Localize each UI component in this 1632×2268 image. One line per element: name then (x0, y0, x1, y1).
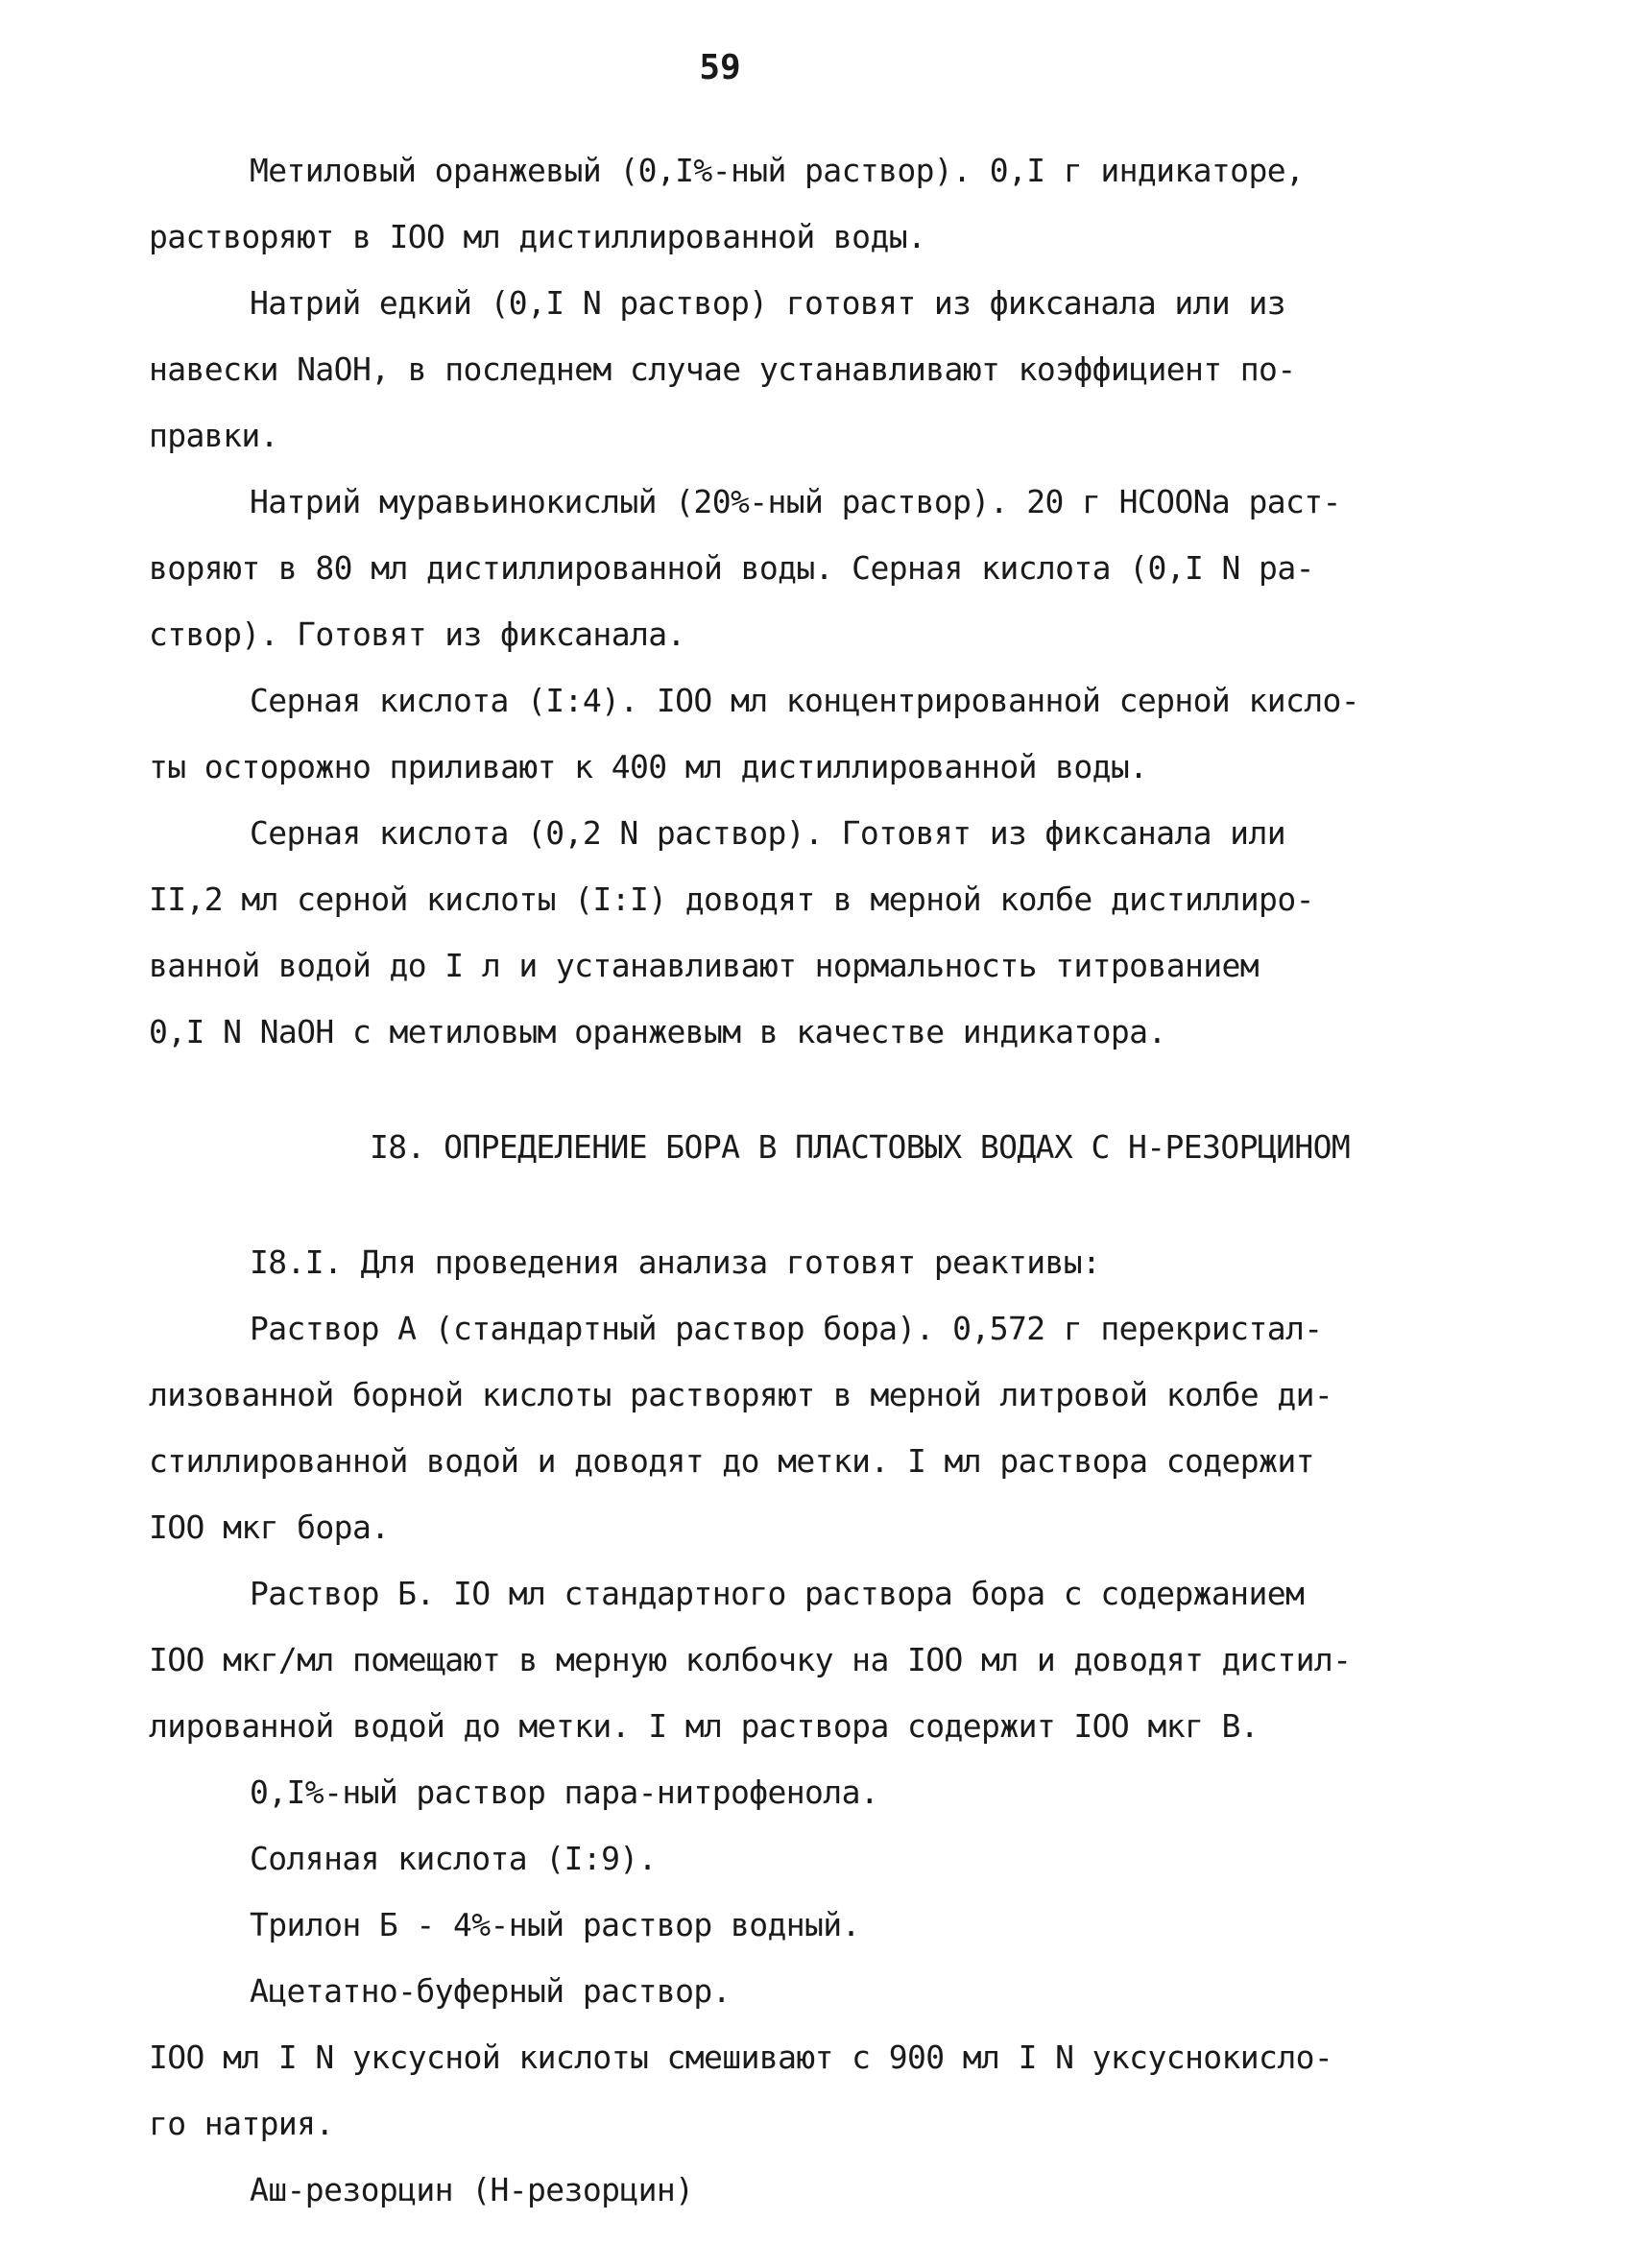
text-line: створ). Готовят из фиксанала. (149, 615, 685, 653)
reagents-text-block (149, 137, 1435, 1065)
text-line: IOO мкг бора. (149, 1508, 390, 1546)
section-text-block (149, 1229, 1435, 2223)
text-line: Серная кислота (I:4). IOO мл концентрированной серной кисло- (250, 682, 1360, 719)
text-line: ты осторожно приливают к 400 мл дистиллированной воды. (149, 748, 1148, 785)
text-line: стиллированной водой и доводят до метки. I мл раствора содержит (149, 1442, 1314, 1480)
text-line: Серная кислота (0,2 N раствор). Готовят из фиксанала или (250, 814, 1285, 852)
text-line: растворяют в IOO мл дистиллированной воды. (149, 218, 926, 255)
text-line: Натрий муравьинокислый (20%-ный раствор). 20 г HCOONa раст- (250, 483, 1341, 520)
text-line: II,2 мл серной кислоты (I:I) доводят в мерной колбе дистиллиро- (149, 881, 1314, 918)
text-line: лизованной борной кислоты растворяют в мерной литровой колбе ди- (149, 1376, 1333, 1413)
text-line: навески NaOH, в последнем случае устанавливают коэффициент по- (149, 350, 1296, 388)
text-line: 0,I%-ный раствор пара-нитрофенола. (250, 1773, 879, 1811)
text-line: Трилон Б - 4%-ный раствор водный. (250, 1906, 860, 1943)
text-line: Раствор А (стандартный раствор бора). 0,572 г перекристал- (250, 1310, 1323, 1347)
text-line: IOO мл I N уксусной кислоты смешивают с 900 мл I N уксуснокисло- (149, 2039, 1333, 2076)
text-line: Раствор Б. IO мл стандартного раствора бора с содержанием (250, 1575, 1305, 1612)
text-line: IOO мкг/мл помещают в мерную колбочку на IOO мл и доводят дистил- (149, 1641, 1352, 1678)
section-heading: I8. ОПРЕДЕЛЕНИЕ БОРА В ПЛАСТОВЫХ ВОДАХ С Н-РЕЗОРЦИНОМ (370, 1128, 1351, 1166)
text-line: Натрий едкий (0,I N раствор) готовят из фиксанала или из (250, 284, 1285, 322)
text-line: воряют в 80 мл дистиллированной воды. Серная кислота (0,I N ра- (149, 549, 1314, 587)
text-line: го натрия. (149, 2105, 334, 2142)
text-line: Ацетатно-буферный раствор. (250, 1972, 731, 2010)
text-line: ванной водой до I л и устанавливают нормальность титрованием (149, 947, 1260, 984)
text-line: Метиловый оранжевый (0,I%-ный раствор). 0,I г индикаторе, (250, 152, 1305, 189)
text-line: лированной водой до метки. I мл раствора содержит IOO мкг В. (149, 1707, 1260, 1745)
text-line: Аш-резорцин (Н-резорцин) (250, 2171, 694, 2208)
text-line: I8.I. Для проведения анализа готовят реактивы: (250, 1243, 1101, 1281)
text-line: правки. (149, 417, 278, 454)
page-number: 59 (699, 48, 741, 87)
text-line: Соляная кислота (I:9). (250, 1840, 657, 1877)
text-line: 0,I N NaOH с метиловым оранжевым в качестве индикатора. (149, 1013, 1166, 1050)
